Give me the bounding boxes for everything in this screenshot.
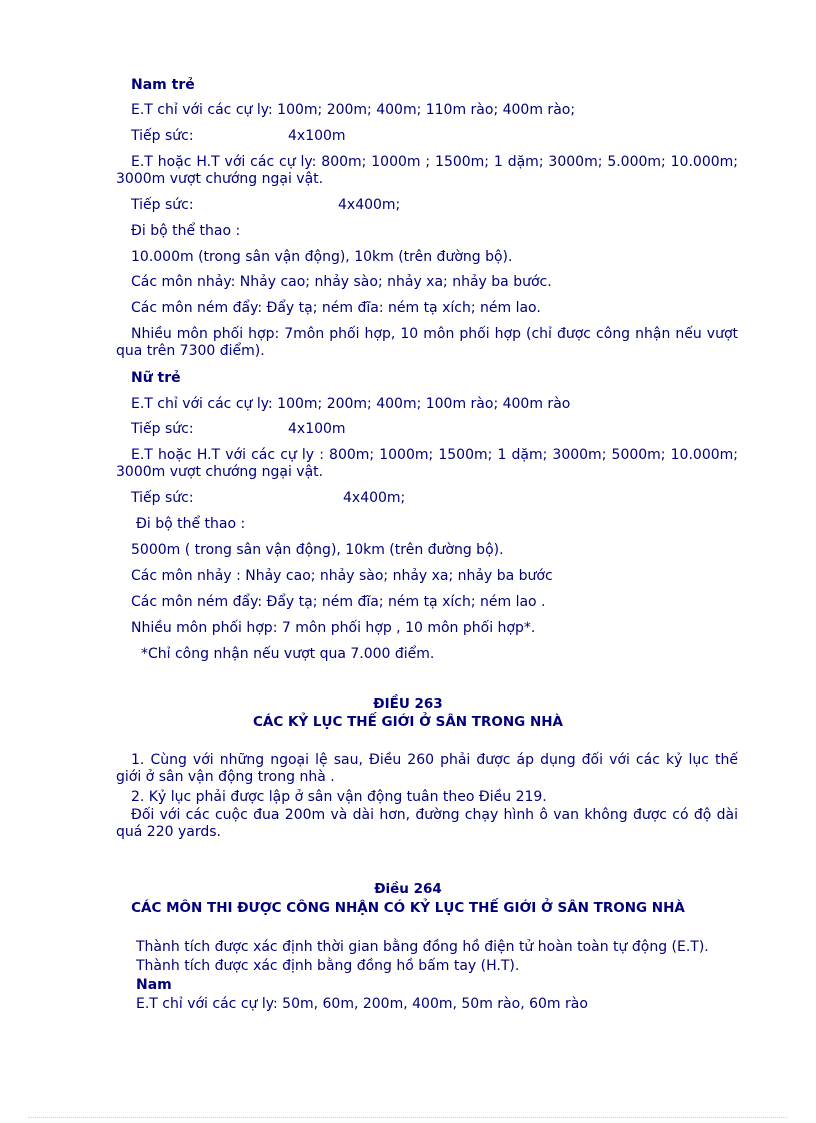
nu-tre-throws: Các môn ném đẩy: Đẩy tạ; ném đĩa; ném tạ xích; ném lao .: [131, 594, 546, 610]
relay-label: Tiếp sức:: [131, 421, 194, 437]
nam-tre-jumps: Các môn nhảy: Nhảy cao; nhảy sào; nhảy xa; nhảy ba bước.: [131, 274, 552, 290]
nu-tre-et: E.T chỉ với các cự ly: 100m; 200m; 400m; 100m rào; 400m rào: [131, 396, 571, 412]
nam-tre-etht: E.T hoặc H.T với các cự ly: 800m; 1000m ; 1500m; 1 dặm; 3000m; 5.000m; 10.000m; 3000m vượt chướng ngại vật.: [116, 154, 738, 187]
nu-tre-relay2: [131, 490, 406, 507]
article-263-p1: 1. Cùng với những ngoại lệ sau, Điều 260 phải được áp dụng đối với các kỷ lục thế giới ở sân vận động trong nhà .: [116, 752, 738, 785]
nu-tre-walk-label: Đi bộ thể thao :: [136, 516, 246, 532]
article-264-number: Điều 264: [374, 881, 442, 897]
nu-tre-etht: E.T hoặc H.T với các cự ly : 800m; 1000m; 1500m; 1 dặm; 3000m; 5000m; 10.000m; 3000m vượt chướng ngại vật.: [116, 447, 738, 480]
relay-value: 4x100m: [288, 421, 346, 437]
nam-tre-et: E.T chỉ với các cự ly: 100m; 200m; 400m; 110m rào; 400m rào;: [131, 102, 576, 118]
nam-tre-combined: Nhiều môn phối hợp: 7môn phối hợp, 10 môn phối hợp (chỉ được công nhận nếu vượt qua trên 7300 điểm).: [116, 326, 738, 359]
article-264-p2: Thành tích được xác định bằng đồng hồ bấm tay (H.T).: [136, 958, 520, 974]
article-264-title: CÁC MÔN THI ĐƯỢC CÔNG NHẬN CÓ KỶ LỤC THẾ GIỚI Ở SÂN TRONG NHÀ: [131, 900, 685, 916]
nu-tre-jumps: Các môn nhảy : Nhảy cao; nhảy sào; nhảy xa; nhảy ba bước: [131, 568, 553, 584]
relay-label: Tiếp sức:: [131, 490, 194, 506]
nam-tre-relay2: [131, 197, 401, 214]
article-263-p3: Đối với các cuộc đua 200m và dài hơn, đường chạy hình ô van không được có độ dài quá 220 yards.: [116, 807, 738, 840]
nu-tre-walk: 5000m ( trong sân vận động), 10km (trên đường bộ).: [131, 542, 504, 558]
article-264-et: E.T chỉ với các cự ly: 50m, 60m, 200m, 400m, 50m rào, 60m rào: [136, 996, 588, 1012]
page-bottom-divider: [28, 1117, 788, 1118]
section-heading-nu-tre: Nữ trẻ: [131, 370, 181, 386]
nam-tre-walk: 10.000m (trong sân vận động), 10km (trên đường bộ).: [131, 249, 513, 265]
section-heading-nam-tre: Nam trẻ: [131, 77, 195, 93]
nam-tre-throws: Các môn ném đẩy: Đẩy tạ; ném đĩa: ném tạ xích; ném lao.: [131, 300, 541, 316]
nu-tre-combined: Nhiều môn phối hợp: 7 môn phối hợp , 10 môn phối hợp*.: [131, 620, 536, 636]
nu-tre-note: *Chỉ công nhận nếu vượt qua 7.000 điểm.: [141, 646, 435, 662]
article-263-title: CÁC KỶ LỤC THẾ GIỚI Ở SÂN TRONG NHÀ: [253, 714, 563, 730]
article-263-p2: 2. Kỷ lục phải được lập ở sân vận động tuân theo Điều 219.: [131, 789, 547, 805]
article-264-p1: Thành tích được xác định thời gian bằng đồng hồ điện tử hoàn toàn tự động (E.T).: [136, 939, 709, 955]
relay-value: 4x400m;: [343, 490, 406, 506]
article-264-heading-nam: Nam: [136, 977, 172, 993]
relay-value: 4x100m: [288, 128, 346, 144]
nu-tre-relay1: [131, 421, 346, 438]
relay-value: 4x400m;: [338, 197, 401, 213]
article-263-number: ĐIỀU 263: [373, 696, 443, 712]
nam-tre-relay1: [131, 128, 346, 145]
relay-label: Tiếp sức:: [131, 197, 194, 213]
nam-tre-walk-label: Đi bộ thể thao :: [131, 223, 241, 239]
relay-label: Tiếp sức:: [131, 128, 194, 144]
